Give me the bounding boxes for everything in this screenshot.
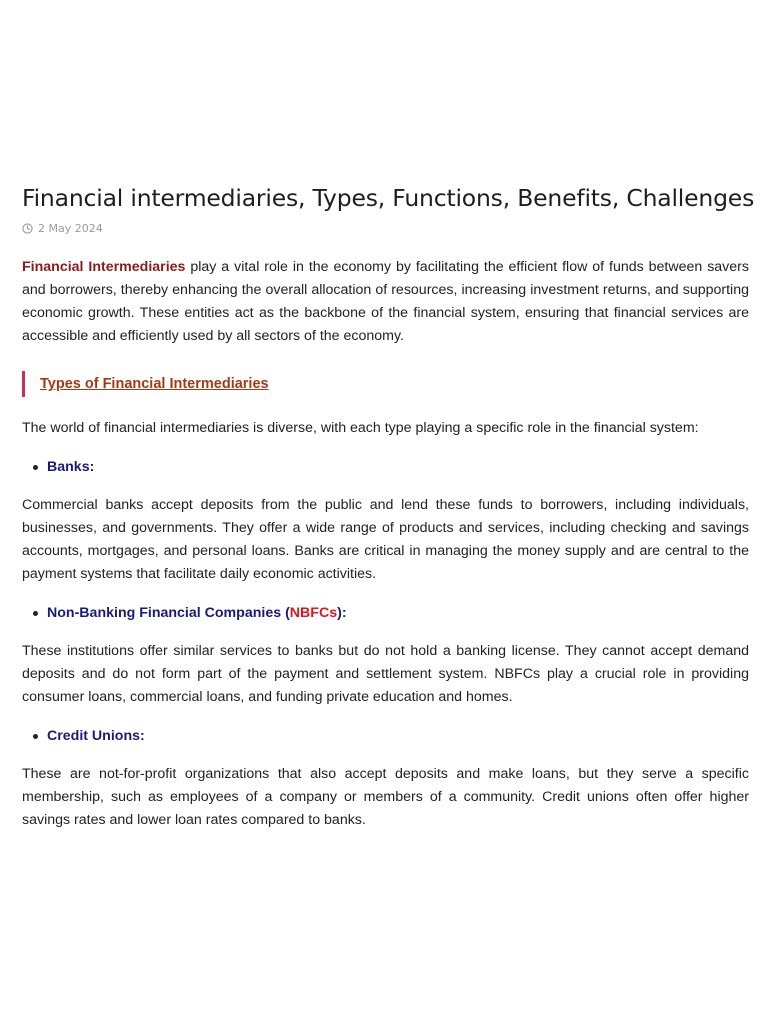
list-item-suffix: ): [337,605,347,621]
intro-paragraph [22,256,749,348]
list-item [47,602,749,625]
item-description: Commercial banks accept deposits from the public and lend these funds to borrowers, including individuals, businesses, and governments. They offer a wide range of products and services, including checking and savings accounts, mortgages, and personal loans. Banks are critical in managing the money supply and are central to the payment systems that facilitate daily economic activities. [22,497,749,582]
intro-highlight-link[interactable]: Financial Intermediaries [22,259,186,275]
list-item-label: Banks [47,459,90,475]
list-nbfcs [22,602,749,625]
section-heading-text: Types of Financial Intermediaries [40,376,269,392]
list-item-label: Credit Unions [47,728,141,744]
section-lead: The world of financial intermediaries is diverse, with each type playing a specific role in the financial system: [22,420,699,436]
list-item-suffix: : [140,728,145,744]
intro-text: play a vital role in the economy by facilitating the efficient flow of funds between savers and borrowers, thereby enhancing the overall allocation of resources, increasing investment returns, and supporting economic growth. These entities act as the backbone of the financial system, ensuring that financial services are accessible and efficiently used by all sectors of the economy. [22,259,749,344]
item-description: These are not-for-profit organizations that also accept deposits and make loans, but they serve a specific membership, such as employees of a company or members of a community. Credit unions often offer higher savings rates and lower loan rates compared to banks. [22,766,749,828]
section-heading [22,371,749,397]
list-item-suffix: : [89,459,95,475]
article [22,182,755,832]
item-description: These institutions offer similar services to banks but do not hold a banking license. They cannot accept demand deposits and do not form part of the payment and settlement system. NBFCs play a crucial role in providing consumer loans, commercial loans, and funding private education and homes. [22,643,749,705]
article-meta [22,220,749,236]
list-item-abbrev: NBFCs [289,605,338,621]
list-credit-unions [22,725,749,748]
list-banks [22,456,749,479]
list-item [47,456,749,479]
list-item-label: Non-Banking Financial Companies ( [47,605,290,621]
publish-date: 2 May 2024 [38,221,103,235]
clock-icon [22,223,33,234]
list-item [47,725,749,748]
article-title: Financial intermediaries, Types, Functions, Benefits, Challenges [22,184,755,212]
